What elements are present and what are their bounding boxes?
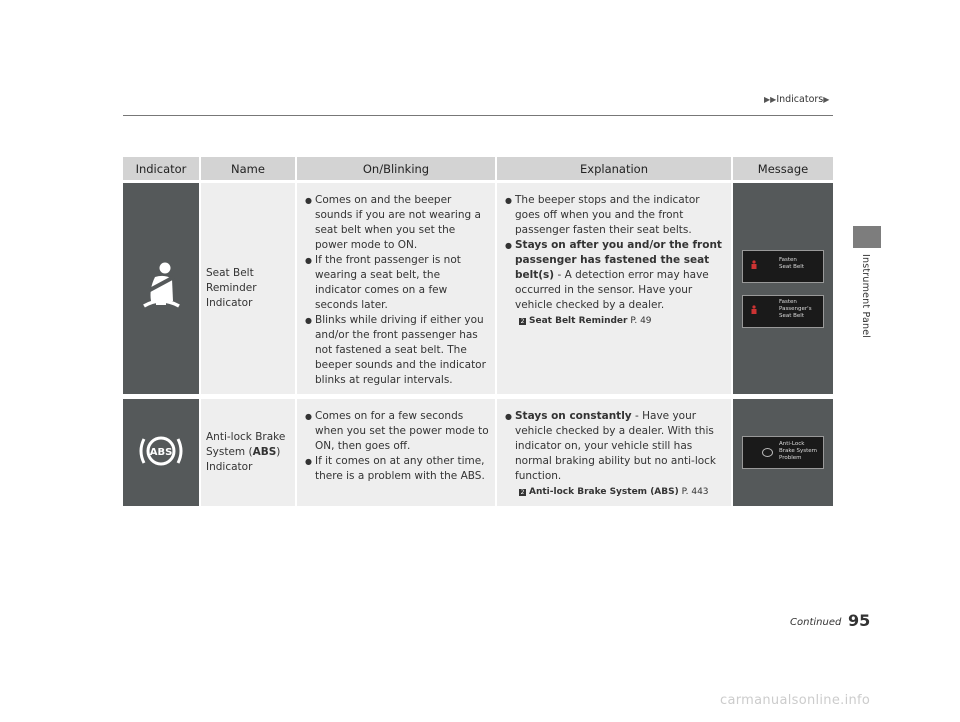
explanation-text: - A detection error may have occurred in the sensor. Have your vehicle checked by a dealer. bbox=[515, 269, 709, 311]
page-reference[interactable] bbox=[519, 485, 725, 500]
name-bold: ABS bbox=[252, 446, 277, 458]
header-explanation: Explanation bbox=[496, 157, 732, 180]
list-item bbox=[505, 409, 725, 484]
header-name: Name bbox=[200, 157, 296, 180]
reference-page: P. 49 bbox=[627, 316, 652, 326]
seat-belt-icon bbox=[749, 260, 758, 271]
section-tab-marker bbox=[853, 226, 881, 248]
name-text: Seat Belt Reminder Indicator bbox=[206, 267, 257, 309]
message-cell bbox=[732, 183, 833, 394]
breadcrumb-text: Indicators bbox=[776, 94, 824, 105]
message-text: Fasten Seat Belt bbox=[779, 256, 804, 270]
message-text: Fasten Passenger's Seat Belt bbox=[779, 298, 812, 319]
reference-icon: 2 bbox=[520, 318, 525, 325]
name-text: Anti-lock Brake System ( bbox=[206, 431, 286, 458]
on-blinking-cell bbox=[296, 183, 496, 394]
reference-icon: 2 bbox=[520, 489, 525, 496]
explanation-bold: Stays on constantly bbox=[515, 410, 632, 422]
explanation-cell bbox=[496, 399, 732, 506]
header-rule bbox=[123, 115, 833, 116]
indicator-cell bbox=[123, 399, 200, 506]
breadcrumb bbox=[764, 94, 829, 105]
abs-icon bbox=[762, 448, 773, 457]
list-item: ● Blinks while driving if either you and/or the front passenger has not fastened a seat belt. The beeper sounds and the indicator blinks at regular intervals. bbox=[305, 313, 489, 388]
explanation-bold: Stays on after you and/or the front passenger has fastened the seat belt(s) bbox=[515, 239, 722, 281]
header-message: Message bbox=[732, 157, 833, 180]
message-display bbox=[742, 436, 824, 469]
header-indicator: Indicator bbox=[123, 157, 200, 180]
reference-title: Anti-lock Brake System (ABS) bbox=[529, 487, 679, 497]
reference-page: P. 443 bbox=[678, 487, 709, 497]
message-display bbox=[742, 295, 824, 328]
arrow-icon: ▶ bbox=[823, 95, 830, 104]
table-header-row bbox=[123, 157, 833, 180]
list-item bbox=[505, 238, 725, 313]
abs-icon bbox=[137, 431, 185, 471]
indicator-name bbox=[200, 399, 296, 506]
svg-text:ABS: ABS bbox=[149, 447, 173, 458]
header-on-blinking: On/Blinking bbox=[296, 157, 496, 180]
message-cell bbox=[732, 399, 833, 506]
page-number: 95 bbox=[848, 611, 871, 630]
seat-belt-icon bbox=[139, 261, 183, 313]
reference-title: Seat Belt Reminder bbox=[529, 316, 628, 326]
explanation-text: - Have your vehicle checked by a dealer. With this indicator on, your vehicle still has normal braking ability but no anti-lock function. bbox=[515, 410, 717, 482]
message-text: Anti-Lock Brake System Problem bbox=[779, 441, 818, 461]
indicator-name bbox=[200, 183, 296, 394]
name-text: ) Indicator bbox=[206, 446, 281, 473]
list-item: ● Comes on for a few seconds when you set the power mode to ON, then goes off. bbox=[305, 409, 489, 454]
list-item: ● If it comes on at any other time, there is a problem with the ABS. bbox=[305, 454, 489, 484]
section-label: Instrument Panel bbox=[860, 254, 871, 339]
continued-label: Continued bbox=[790, 617, 842, 628]
seat-belt-icon bbox=[749, 305, 758, 316]
indicator-cell bbox=[123, 183, 200, 394]
watermark: carmanualsonline.info bbox=[720, 693, 871, 708]
double-arrow-icon: ▶▶ bbox=[764, 95, 777, 104]
on-blinking-cell bbox=[296, 399, 496, 506]
indicator-table bbox=[123, 157, 833, 506]
message-display bbox=[742, 250, 824, 283]
list-item: ● If the front passenger is not wearing a seat belt, the indicator comes on a few seconds later. bbox=[305, 253, 489, 313]
table-row bbox=[123, 183, 833, 394]
list-item bbox=[505, 193, 725, 238]
table-row bbox=[123, 399, 833, 506]
page-reference[interactable] bbox=[519, 314, 725, 329]
explanation-text: The beeper stops and the indicator goes off when you and the front passenger fasten their seat belts. bbox=[515, 194, 700, 236]
explanation-cell bbox=[496, 183, 732, 394]
list-item: ● Comes on and the beeper sounds if you are not wearing a seat belt when you set the power mode to ON. bbox=[305, 193, 489, 253]
